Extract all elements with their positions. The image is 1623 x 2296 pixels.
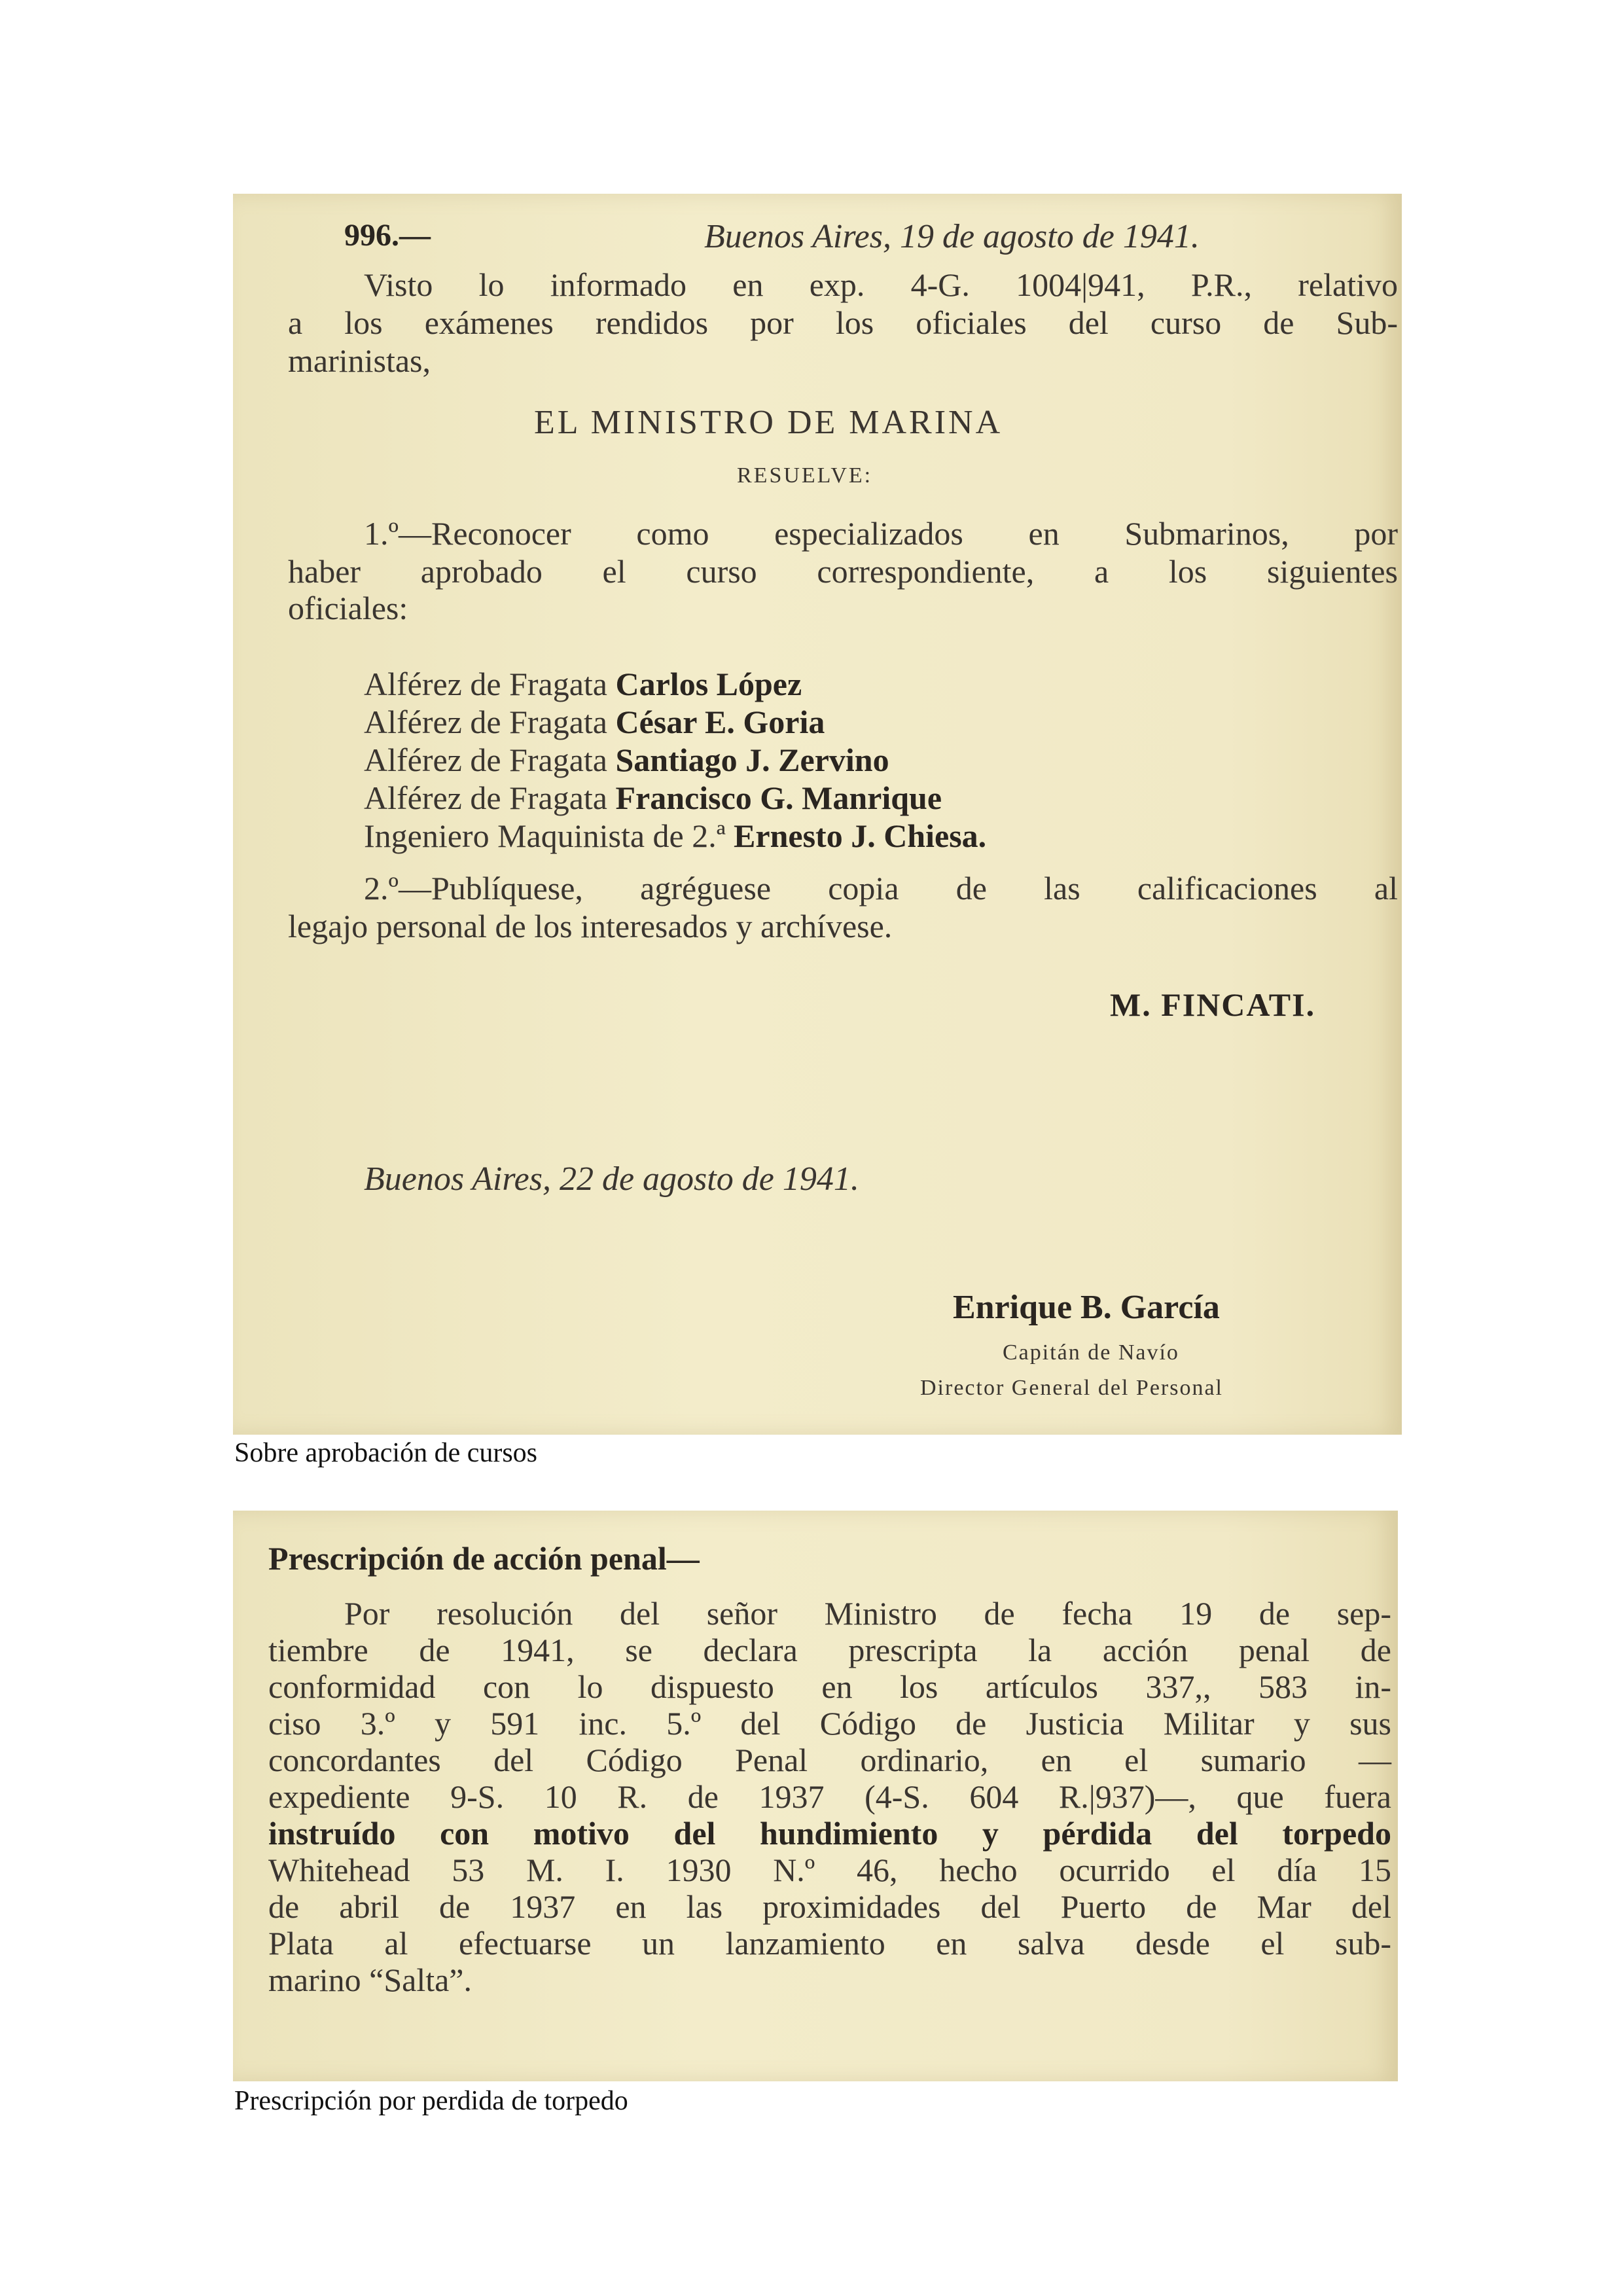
prescription-title: Prescripción de acción penal— [268,1540,700,1577]
signer-rank: Capitán de Navío [1003,1340,1179,1365]
resolution-number: 996.— [344,218,431,253]
authority-heading: EL MINISTRO DE MARINA [534,404,1003,441]
officer-row [364,703,825,741]
item1-line-3: oficiales: [288,590,408,626]
visto-line-2: a los exámenes rendidos por los oficiales del curso de Sub- [288,304,1398,341]
officer-name: Carlos López [615,666,802,702]
prescription-line: tiembre de 1941, se declara prescripta la acción penal de [268,1632,1391,1668]
item2-line-1: 2.º—Publíquese, agréguese copia de las calificaciones al [364,870,1398,906]
officer-rank: Ingeniero Maquinista de 2.ª [364,817,726,854]
officer-name: Ernesto J. Chiesa. [734,817,987,854]
officer-rank: Alférez de Fragata [364,780,607,816]
officer-rank: Alférez de Fragata [364,742,607,778]
caption-torpedo-loss: Prescripción por perdida de torpedo [234,2086,628,2116]
officer-rank: Alférez de Fragata [364,704,607,740]
prescription-line: concordantes del Código Penal ordinario, en el sumario — [268,1742,1391,1778]
prescription-line: expediente 9-S. 10 R. de 1937 (4-S. 604 R.|937)—, que fuera [268,1778,1391,1815]
resolution-date: Buenos Aires, 19 de agosto de 1941. [704,218,1200,255]
second-date: Buenos Aires, 22 de agosto de 1941. [364,1160,859,1198]
prescription-line: Por resolución del señor Ministro de fecha 19 de sep- [344,1595,1391,1632]
prescription-line: instruído con motivo del hundimiento y pérdida del torpedo [268,1815,1391,1852]
prescription-line: de abril de 1937 en las proximidades del Puerto de Mar del [268,1888,1391,1925]
scanned-prescription [233,1511,1398,2081]
officer-row [364,665,802,703]
scanned-resolution-996 [233,194,1402,1435]
prescription-line: ciso 3.º y 591 inc. 5.º del Código de Justicia Militar y sus [268,1705,1391,1742]
officer-row [364,741,889,779]
prescription-line: marino “Salta”. [268,1962,472,1998]
item1-line-1: 1.º—Reconocer como especializados en Submarinos, por [364,515,1398,552]
item2-line-2: legajo personal de los interesados y archívese. [288,908,893,944]
officer-name: Francisco G. Manrique [615,780,942,816]
item1-line-2: haber aprobado el curso correspondiente, a los siguientes [288,553,1398,590]
caption-course-approval: Sobre aprobación de cursos [234,1438,538,1468]
officer-name: Santiago J. Zervino [615,742,889,778]
officer-row [364,817,986,855]
minister-signature: M. FINCATI. [1110,986,1316,1023]
officer-name: César E. Goria [615,704,825,740]
officer-rank: Alférez de Fragata [364,666,607,702]
prescription-line: Whitehead 53 M. I. 1930 N.º 46, hecho ocurrido el día 15 [268,1852,1391,1888]
signer-name: Enrique B. García [953,1289,1220,1326]
resolves-heading: RESUELVE: [737,463,873,488]
officer-row [364,779,942,817]
visto-line-1: Visto lo informado en exp. 4-G. 1004|941, P.R., relativo [364,266,1398,303]
signer-title: Director General del Personal [920,1376,1223,1400]
visto-line-3: marinistas, [288,342,431,379]
prescription-line: conformidad con lo dispuesto en los artículos 337,, 583 in- [268,1668,1391,1705]
prescription-line: Plata al efectuarse un lanzamiento en salva desde el sub- [268,1925,1391,1962]
